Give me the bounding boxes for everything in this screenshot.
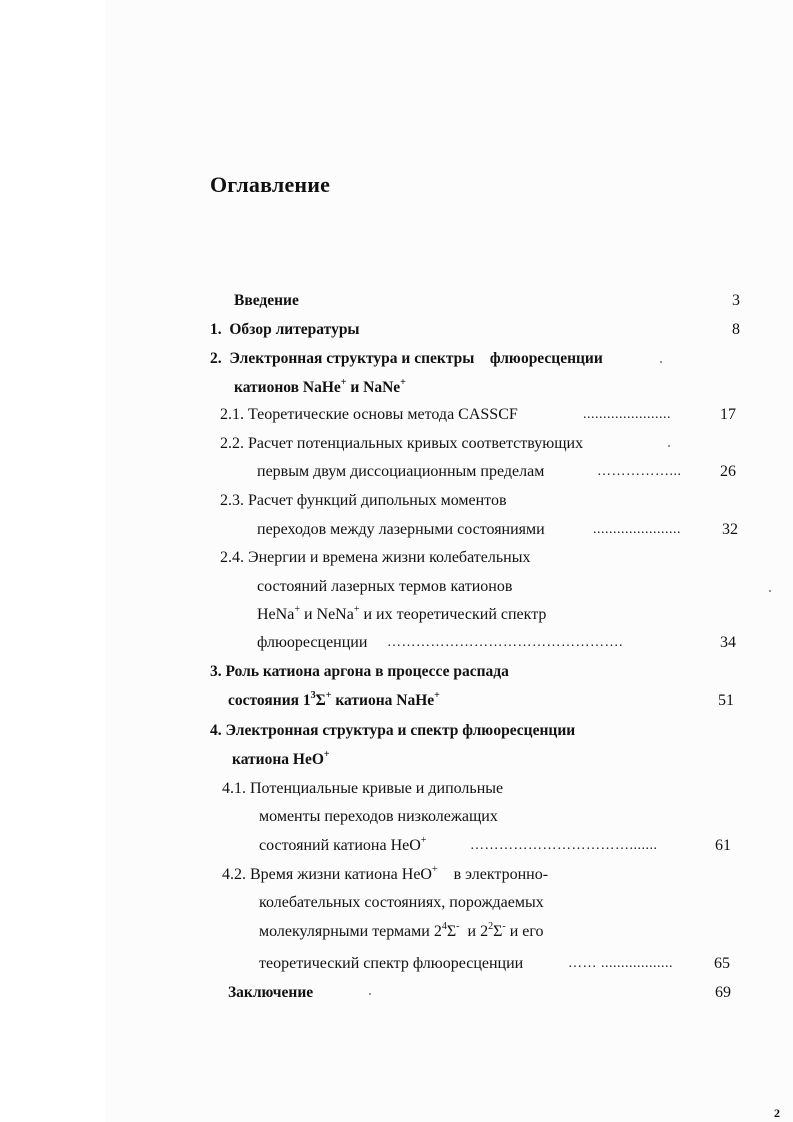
toc-entry-4-1-cont <box>259 835 426 857</box>
superscript: + <box>434 690 440 701</box>
toc-leader-dots: …………………………………………. <box>387 635 623 650</box>
toc-entry-2 <box>210 348 603 370</box>
toc-entry-4-1-cont: моменты переходов низколежащих <box>259 808 498 825</box>
superscript: + <box>431 864 438 875</box>
toc-entry-2-3-cont: переходов между лазерными состояниями <box>257 521 545 538</box>
toc-entry-number: 1. <box>210 321 222 338</box>
toc-entry-label: катиона HeO <box>232 751 324 768</box>
sigma-symbol: Σ <box>446 923 457 940</box>
toc-entry-2-4-cont: флюоресценции <box>257 634 368 651</box>
superscript: + <box>294 604 300 615</box>
page-number: 2 <box>774 1106 780 1120</box>
toc-entry-label: и NaNe <box>346 379 401 396</box>
toc-entry-label: и NeNa <box>299 606 354 623</box>
toc-page-2-2: 26 <box>720 463 736 480</box>
toc-page-1: 8 <box>732 321 740 338</box>
toc-entry-4-1: 4.1. Потенциальные кривые и дипольные <box>222 780 504 797</box>
superscript: + <box>340 377 347 388</box>
toc-page-2-4: 34 <box>720 634 736 651</box>
scan-speck <box>369 993 371 995</box>
sigma-symbol: Σ <box>493 923 503 940</box>
toc-entry-label: состояний катиона HeO <box>259 837 421 854</box>
toc-page-intro: 3 <box>732 292 740 309</box>
toc-entry-number: 2. <box>210 350 222 367</box>
superscript: 2 <box>488 921 494 932</box>
toc-entry-label: HeNa <box>257 606 295 623</box>
toc-entry-label: Введение <box>234 292 299 309</box>
superscript: - <box>502 921 506 932</box>
scan-speck <box>660 361 662 363</box>
toc-leader-dots: ……………………………....... <box>470 838 658 853</box>
superscript: 4 <box>441 921 447 932</box>
superscript: + <box>400 377 406 388</box>
toc-entry-label: и его <box>505 923 544 940</box>
toc-entry-label: состояния 1 <box>228 692 311 709</box>
superscript: - <box>456 921 460 932</box>
toc-leader-dots: ...................... <box>593 522 681 537</box>
page-title: Оглавление <box>210 172 331 197</box>
toc-entry-2-4-cont <box>257 604 546 626</box>
toc-entry-3: 3. Роль катиона аргона в процессе распада <box>210 663 509 680</box>
toc-entry-label: Обзор литературы <box>229 321 360 338</box>
toc-page-4-2: 65 <box>714 955 730 972</box>
toc-leader-dots: ……………... <box>597 464 682 479</box>
toc-entry-4-cont <box>232 749 330 771</box>
toc-entry-4-2-cont: теоретический спектр флюоресценции <box>259 955 524 972</box>
toc-entry-label: 4.2. Время жизни катиона HeO <box>222 866 432 883</box>
toc-entry-4-2-cont: колебательных состояниях, порождаемых <box>259 894 544 911</box>
toc-page-2-1: 17 <box>720 406 736 423</box>
toc-entry-2-1: 2.1. Теоретические основы метода CASSCF <box>220 406 518 423</box>
superscript: + <box>323 749 330 760</box>
scan-speck <box>769 590 771 592</box>
toc-entry-2-cont <box>234 377 406 399</box>
toc-entry-2-2-cont: первым двум диссоциационным пределам <box>257 463 545 480</box>
toc-entry-1 <box>210 319 360 341</box>
toc-page-conclusion: 69 <box>715 984 731 1001</box>
toc-entry-2-2: 2.2. Расчет потенциальных кривых соответствующих <box>220 435 584 452</box>
toc-entry-2-4-cont: состояний лазерных термов катионов <box>257 578 513 595</box>
toc-entry-conclusion: Заключение <box>228 984 314 1001</box>
toc-entry-label: и 2 <box>459 923 489 940</box>
toc-entry-label: в электронно- <box>437 866 549 883</box>
superscript: + <box>353 604 360 615</box>
superscript: + <box>325 690 332 701</box>
toc-entry-3-cont <box>228 690 440 712</box>
toc-leader-dots: ...................... <box>583 407 671 422</box>
toc-entry-label: Электронная структура и спектры флюоресценции <box>229 350 603 367</box>
toc-entry-4: 4. Электронная структура и спектр флюоресценции <box>210 722 576 739</box>
toc-page-3: 51 <box>718 692 734 709</box>
toc-entry-2-3: 2.3. Расчет функций дипольных моментов <box>220 492 507 509</box>
toc-page-4-1: 61 <box>715 837 731 854</box>
superscript: 3 <box>310 690 316 701</box>
toc-entry-2-4: 2.4. Энергии и времена жизни колебательных <box>220 549 531 566</box>
toc-entry-4-2-cont <box>259 921 544 943</box>
toc-entry-4-2 <box>222 864 548 886</box>
superscript: + <box>420 835 427 846</box>
toc-entry-label: катиона NaHe <box>331 692 435 709</box>
scan-speck <box>668 445 670 447</box>
toc-leader-dots: …… .................. <box>568 956 673 971</box>
toc-entry-label: молекулярными термами 2 <box>259 923 442 940</box>
sigma-symbol: Σ <box>315 692 326 709</box>
toc-entry-label: катионов NaHe <box>234 379 341 396</box>
toc-entry-label: и их теоретический спектр <box>359 606 547 623</box>
toc-page-2-3: 32 <box>722 521 738 538</box>
toc-entry-intro <box>234 290 299 312</box>
